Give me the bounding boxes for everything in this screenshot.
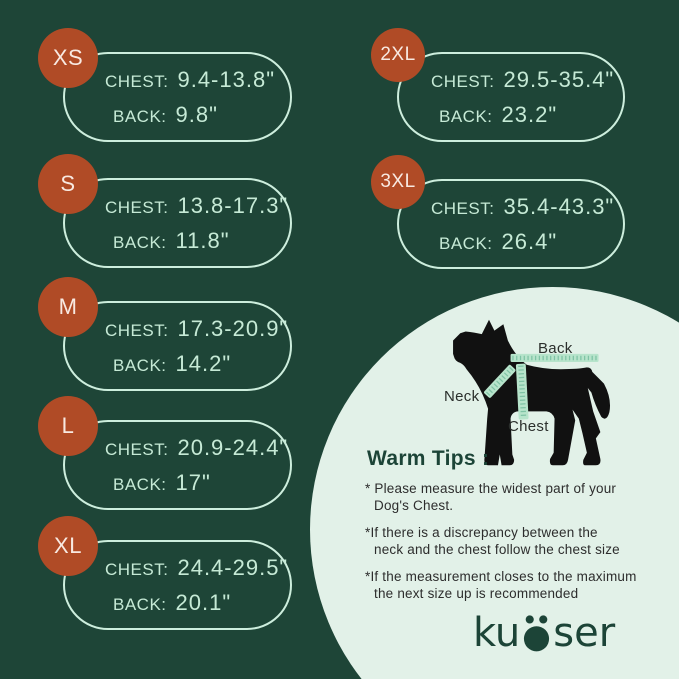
measuring-guide-circle (310, 287, 679, 679)
size-badge: XS (38, 28, 98, 88)
warm-tips-heading: Warm Tips : (367, 447, 490, 470)
back-value: 20.1" (175, 589, 232, 615)
size-row-s (38, 154, 338, 274)
back-value: 9.8" (175, 101, 218, 127)
size-row-xs (38, 28, 338, 148)
warm-tips-list (365, 480, 677, 612)
back-measurement (105, 351, 290, 377)
back-label: BACK: (439, 106, 493, 126)
back-label: BACK: (113, 106, 167, 126)
tip-line: neck and the chest follow the chest size (374, 542, 620, 557)
chest-label: CHEST: (105, 320, 169, 340)
tip-line: *If there is a discrepancy between the (365, 525, 598, 540)
chest-label: CHEST: (105, 197, 169, 217)
chest-value: 29.5-35.4" (503, 66, 615, 92)
brand-logo (473, 611, 615, 655)
size-capsule (63, 178, 292, 268)
size-capsule (397, 179, 625, 269)
size-capsule (63, 301, 292, 391)
back-measurement (431, 102, 623, 128)
size-row-l (38, 396, 338, 516)
size-row-3xl (371, 155, 671, 275)
chest-label: CHEST: (105, 71, 169, 91)
chest-label: CHEST: (431, 198, 495, 218)
back-measurement (431, 229, 623, 255)
chest-measurement (105, 67, 290, 93)
size-capsule (63, 52, 292, 142)
back-measurement (105, 470, 290, 496)
chest-measurement (105, 193, 290, 219)
back-value: 23.2" (501, 101, 558, 127)
chest-value: 13.8-17.3" (177, 192, 289, 218)
chest-measure-label: Chest (508, 418, 549, 435)
size-capsule (63, 540, 292, 630)
chest-measurement (431, 194, 623, 220)
back-label: BACK: (113, 355, 167, 375)
back-value: 26.4" (501, 228, 558, 254)
chest-label: CHEST: (431, 71, 495, 91)
size-row-2xl (371, 28, 671, 148)
back-value: 17" (175, 469, 211, 495)
chest-value: 35.4-43.3" (503, 193, 615, 219)
back-label: BACK: (113, 232, 167, 252)
chest-measurement (431, 67, 623, 93)
size-badge: S (38, 154, 98, 214)
back-value: 11.8" (175, 227, 230, 253)
tip-line: *If the measurement closes to the maximum (365, 569, 637, 584)
size-row-xl (38, 516, 338, 636)
paw-icon (522, 612, 551, 654)
tip-line: the next size up is recommended (374, 586, 579, 601)
size-badge: XL (38, 516, 98, 576)
tip-line: * Please measure the widest part of your (365, 481, 617, 496)
tip-item (365, 480, 677, 514)
back-label: BACK: (113, 474, 167, 494)
logo-text-right: ser (553, 610, 616, 656)
back-measurement (105, 228, 290, 254)
chest-measurement (105, 555, 290, 581)
tip-item (365, 524, 677, 558)
tip-line: Dog's Chest. (374, 498, 454, 513)
neck-measure-label: Neck (444, 388, 480, 405)
chest-label: CHEST: (105, 559, 169, 579)
back-label: BACK: (113, 594, 167, 614)
chest-value: 9.4-13.8" (177, 66, 276, 92)
back-measurement (105, 590, 290, 616)
back-label: BACK: (439, 233, 493, 253)
size-capsule (397, 52, 625, 142)
back-value: 14.2" (175, 350, 232, 376)
chest-value: 17.3-20.9" (177, 315, 289, 341)
size-badge: 2XL (371, 28, 425, 82)
size-badge: M (38, 277, 98, 337)
tip-item (365, 568, 677, 602)
size-capsule (63, 420, 292, 510)
chest-measurement (105, 316, 290, 342)
chest-value: 20.9-24.4" (177, 434, 289, 460)
logo-text-left: ku (473, 610, 521, 656)
back-measure-label: Back (538, 340, 573, 357)
size-row-m (38, 277, 338, 397)
chest-measurement (105, 435, 290, 461)
size-badge: 3XL (371, 155, 425, 209)
size-badge: L (38, 396, 98, 456)
chest-label: CHEST: (105, 439, 169, 459)
chest-value: 24.4-29.5" (177, 554, 289, 580)
back-measurement (105, 102, 290, 128)
